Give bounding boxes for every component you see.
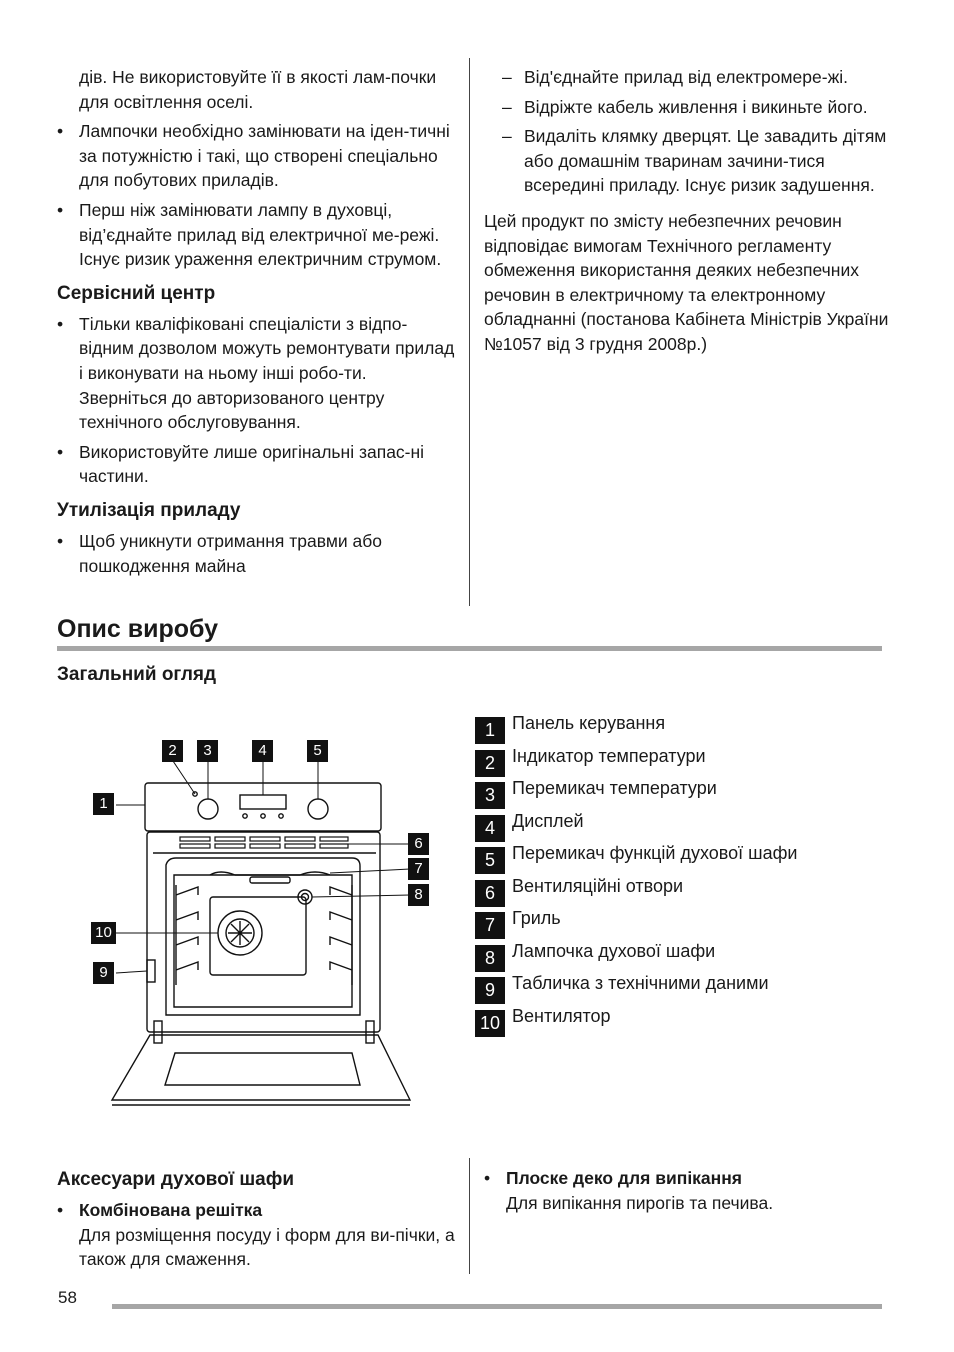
dash-marker: – bbox=[502, 96, 512, 117]
rohs-paragraph: Цей продукт по змісту небезпечних речовин відповідає вимогам Технічного регламенту обмеження використання деяких небезпечних речовин в електричному та електронному обладнанні (постанова Кабінета Міністрів України №1057 від 3 грудня 2008р.) bbox=[484, 210, 889, 354]
legend-label: Дисплей bbox=[512, 810, 584, 831]
accessory-name: Плоске деко для випікання bbox=[506, 1168, 743, 1188]
bullet-text: Тільки кваліфіковані спеціалісти з відпо-відним дозволом можуть ремонтувати прилад і виконувати на ньому інші робо-ти. Зверніться до авторизованого центру технічного обслуговування. bbox=[79, 313, 455, 433]
legend-label: Перемикач температури bbox=[512, 778, 717, 798]
legend-label: Вентилятор bbox=[512, 1005, 611, 1026]
legend-label: Гриль bbox=[512, 908, 561, 928]
bullet-item bbox=[57, 198, 457, 272]
bullet-text: Використовуйте лише оригінальні запас-ні частини. bbox=[79, 441, 425, 487]
callout-7: 7 bbox=[408, 858, 429, 880]
dash-marker: – bbox=[502, 126, 512, 147]
bullet-marker: • bbox=[57, 1200, 64, 1220]
dash-item bbox=[484, 65, 889, 90]
callout-10: 10 bbox=[91, 922, 116, 944]
legend-label: Вентиляційні отвори bbox=[512, 875, 684, 896]
bullet-item bbox=[57, 440, 457, 489]
dash-item bbox=[484, 95, 889, 120]
left-column bbox=[57, 65, 457, 583]
callout-5: 5 bbox=[307, 740, 328, 762]
dash-text: Від'єднайте прилад від електромере-жі. bbox=[524, 67, 849, 87]
bullet-marker: • bbox=[57, 313, 64, 334]
legend-number: 2 bbox=[475, 750, 505, 777]
dash-text: Відріжте кабель живлення і викиньте його. bbox=[524, 96, 868, 117]
continued-text: дів. Не використовуйте її в якості лам-почки для освітлення оселі. bbox=[79, 67, 437, 112]
section-rule bbox=[57, 646, 882, 651]
legend-label: Табличка з технічними даними bbox=[512, 973, 769, 993]
bullet-item bbox=[57, 1198, 457, 1272]
legend-number: 4 bbox=[475, 815, 505, 842]
dash-text: Видаліть клямку дверцят. Це завадить дітям або домашнім тваринам зачини-тися всередині приладу. Існує ризик задушення. bbox=[524, 126, 887, 196]
bullet-item bbox=[57, 119, 457, 193]
legend-number: 8 bbox=[475, 945, 505, 972]
footer-rule bbox=[112, 1304, 882, 1309]
legend-number: 10 bbox=[475, 1010, 505, 1037]
bullet-item bbox=[57, 529, 457, 578]
bullet-marker: • bbox=[57, 199, 64, 220]
callout-8: 8 bbox=[408, 884, 429, 906]
bullet-item bbox=[57, 312, 457, 435]
accessory-left bbox=[57, 1198, 457, 1277]
legend-number: 3 bbox=[475, 782, 505, 809]
dash-item bbox=[484, 124, 889, 198]
accessory-desc: Для випікання пирогів та печива. bbox=[506, 1192, 774, 1213]
oven-figure bbox=[90, 735, 430, 1115]
page-number: 58 bbox=[58, 1288, 77, 1307]
callout-leaders bbox=[90, 735, 430, 1115]
bullet-marker: • bbox=[57, 530, 64, 551]
accessory-name: Комбінована решітка bbox=[79, 1200, 263, 1220]
callout-9: 9 bbox=[93, 962, 114, 984]
overview-heading: Загальний огляд bbox=[57, 664, 217, 685]
legend-label: Індикатор температури bbox=[512, 745, 706, 766]
accessories-heading: Аксесуари духової шафи bbox=[57, 1169, 295, 1190]
disposal-heading: Утилізація приладу bbox=[57, 499, 241, 521]
legend-label: Панель керування bbox=[512, 713, 666, 733]
callout-2: 2 bbox=[162, 740, 183, 762]
callout-6: 6 bbox=[408, 833, 429, 855]
bullet-marker: • bbox=[57, 121, 64, 142]
bullet-marker: • bbox=[484, 1168, 491, 1188]
legend-label: Перемикач функцій духової шафи bbox=[512, 843, 798, 863]
legend-label: Лампочка духової шафи bbox=[512, 940, 716, 961]
callout-3: 3 bbox=[197, 740, 218, 762]
legend-number: 6 bbox=[475, 880, 505, 907]
bullet-text: Лампочки необхідно замінювати на іден-тичні за потужністю і такі, що створені спеціально для побутових приладів. bbox=[79, 121, 450, 191]
right-column bbox=[484, 65, 889, 357]
column-divider bbox=[469, 1158, 470, 1274]
service-heading: Сервісний центр bbox=[57, 282, 216, 304]
legend-number: 9 bbox=[475, 977, 505, 1004]
bullet-item bbox=[484, 1166, 884, 1215]
dash-marker: – bbox=[502, 67, 512, 87]
column-divider bbox=[469, 58, 470, 606]
bullet-text: Перш ніж замінювати лампу в духовці, від’єднайте прилад від електричної ме-режі. Існує ризик ураження електричним струмом. bbox=[79, 199, 442, 270]
accessory-desc: Для розміщення посуду і форм для ви-пічки, а також для смаження. bbox=[79, 1224, 455, 1270]
legend-number: 7 bbox=[475, 912, 505, 939]
bullet-marker: • bbox=[57, 441, 64, 462]
legend-number: 5 bbox=[475, 847, 505, 874]
callout-4: 4 bbox=[252, 740, 273, 762]
callout-1: 1 bbox=[93, 793, 114, 815]
bullet-text: Щоб уникнути отримання травми або пошкодження майна bbox=[79, 530, 382, 576]
legend-list bbox=[475, 713, 895, 1043]
accessory-right bbox=[484, 1166, 884, 1220]
legend-number: 1 bbox=[475, 717, 505, 744]
section-title: Опис виробу bbox=[57, 615, 219, 643]
